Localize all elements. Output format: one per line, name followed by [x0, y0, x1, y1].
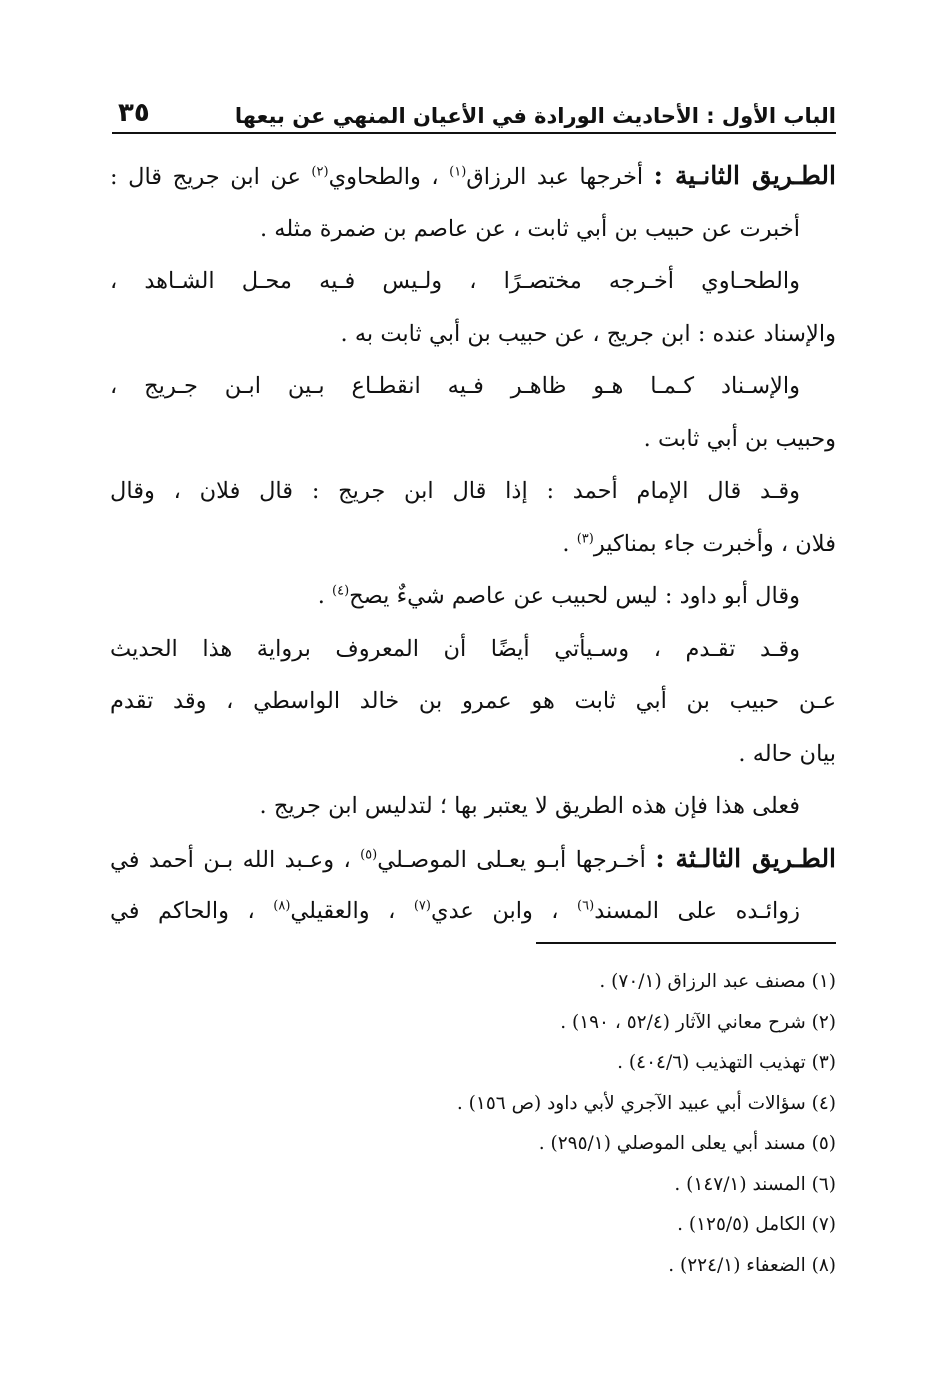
footnote-ref: (٧): [413, 898, 431, 914]
text-line: الطـريق الثالـثة : أخـرجها أبـو يعـلى الموصـلي$^{(٥)}$ ، وعـبد الله بـن أحمد في: [110, 843, 836, 873]
footnote-item: (٥) مسند أبي يعلى الموصلي (٢٩٥/١) .: [538, 1133, 836, 1154]
footnote-ref: (٤): [332, 583, 350, 599]
text-line: عـن حبيب بن أبي ثابت هو عمرو بن خالد الواسطي ، وقد تقدم: [110, 688, 836, 714]
text-line: وقـد قال الإمام أحمد : إذا قال ابن جريج : قال فلان ، وقال: [110, 478, 800, 504]
footnote-ref: (١): [449, 164, 467, 180]
text-line: فلان ، وأخبرت جاء بمناكير$^{(٣)}$ .: [562, 530, 836, 557]
text-line: والطحـاوي أخـرجه مختصـرًا ، ولـيس فـيه محـل الشـاهد ،: [110, 268, 800, 294]
footnote-item: (٤) سؤالات أبي عبيد الآجري لأبي داود (ص ١٥٦) .: [456, 1092, 836, 1114]
footnote-item: (٦) المسند (١٤٧/١) .: [674, 1173, 836, 1195]
text-line: والإسـناد كـمـا هـو ظاهـر فـيه انقطـاع بـين ابـن جـريج ،: [110, 373, 800, 399]
footnote-ref: (٨): [273, 898, 291, 914]
text-line: والإسناد عنده : ابن جريج ، عن حبيب بن أبي ثابت به .: [340, 320, 836, 347]
text-line: فعلى هذا فإن هذه الطريق لا يعتبر بها ؛ لتدليس ابن جريج .: [259, 793, 800, 819]
text-line: زوائـده على المسند$^{(٦)}$ ، وابن عدي$^{(٧)}$ ، والعقيلي$^{(٨)}$ ، والحاكم في: [110, 898, 800, 924]
text-line: أخبرت عن حبيب بن أبي ثابت ، عن عاصم بن ضمرة مثله .: [259, 215, 800, 242]
footnote-ref: (٥): [360, 847, 378, 862]
section-lead-second-path: الطـريق الثانـية :: [653, 161, 836, 190]
footnote-item: (٢) شرح معاني الآثار (٥٢/٤ ، ١٩٠) .: [560, 1011, 836, 1033]
footnote-divider: [536, 942, 836, 944]
footnotes: [110, 962, 836, 1286]
footnote-item: (٧) الكامل (١٢٥/٥) .: [677, 1214, 836, 1235]
main-text: [110, 150, 836, 938]
text-line: وقـد تقـدم ، وسـيأتي أيضًا أن المعروف برواية هذا الحديث: [110, 635, 800, 662]
text-line: وقال أبو داود : ليس لحبيب عن عاصم شيءٌ يصح$^{(٤)}$ .: [317, 583, 800, 609]
footnote-item: (٣) تهذيب التهذيب (٤٠٤/٦) .: [617, 1052, 836, 1073]
page-number: ٣٥: [118, 98, 150, 128]
footnote-item: (٨) الضعفاء (٢٢٤/١) .: [668, 1254, 836, 1276]
header-divider: [112, 132, 836, 134]
text-line: وحبيب بن أبي ثابت .: [643, 425, 836, 452]
footnote-ref: (٦): [577, 898, 595, 914]
text-line: الطـريق الثانـية : أخرجها عبد الرزاق$^{(١)}$ ، والطحاوي$^{(٢)}$ عن ابن جريج قال :: [110, 161, 836, 190]
text-line: بيان حاله .: [738, 740, 836, 767]
footnote-ref: (٣): [576, 531, 594, 546]
footnote-ref: (٢): [311, 164, 329, 180]
footnote-item: (١) مصنف عبد الرزاق (٧٠/١) .: [599, 971, 836, 992]
chapter-title: الباب الأول : الأحاديث الورادة في الأعيان المنهي عن بيعها: [234, 104, 836, 128]
running-header: [112, 88, 836, 128]
section-lead-third-path: الطـريق الثالـثة :: [655, 843, 836, 873]
